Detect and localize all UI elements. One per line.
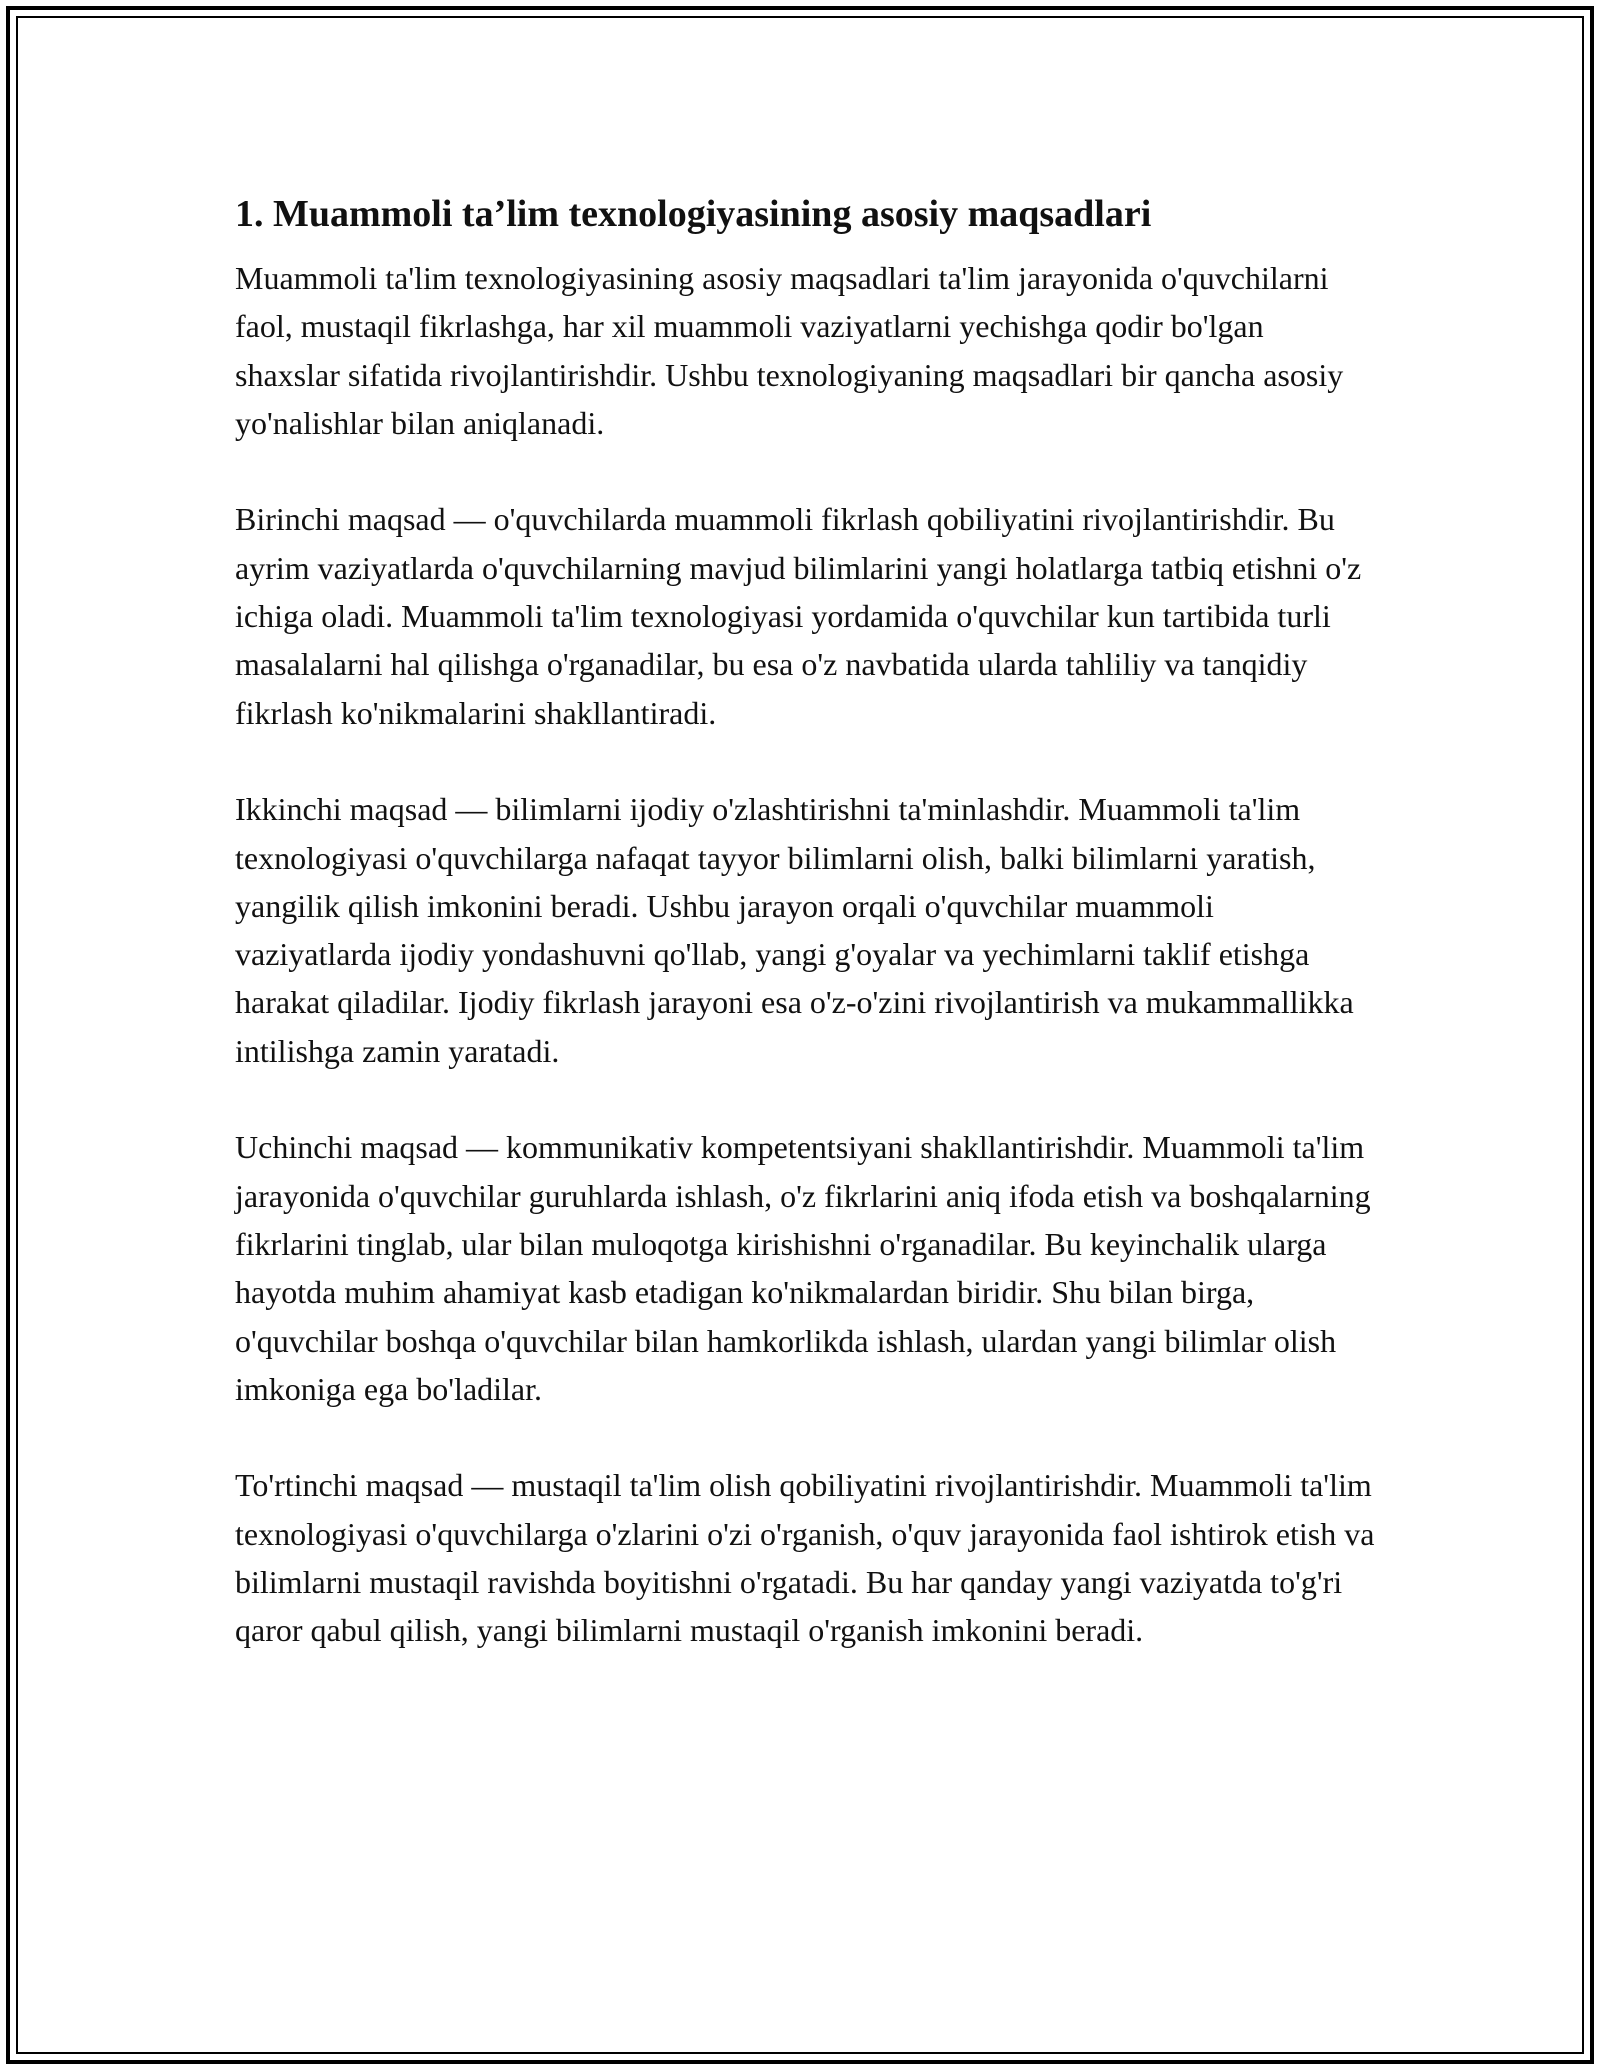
paragraph-second-goal: Ikkinchi maqsad — bilimlarni ijodiy o'zlashtirishni ta'minlashdir. Muammoli ta'lim texnologiyasi o'quvchilarga nafaqat tayyor bilimlarni olish, balki bilimlarni yaratish, yangilik qilish imkonini beradi. Ushbu jarayon orqali o'quvchilar muammoli vaziyatlarda ijodiy yondashuvni qo'llab, yangi g'oyalar va yechimlarni taklif etishga harakat qiladilar. Ijodiy fikrlash jarayoni esa o'z-o'zini rivojlantirish va mukammallikka intilishga zamin yaratadi.: [235, 791, 1354, 1069]
paragraph-intro: Muammoli ta'lim texnologiyasining asosiy maqsadlari ta'lim jarayonida o'quvchilarni faol, mustaqil fikrlashga, har xil muammoli vaziyatlarni yechishga qodir bo'lgan shaxslar sifatida rivojlantirishdir. Ushbu texnologiyaning maqsadlari bir qancha asosiy yo'nalishlar bilan aniqlanadi.: [235, 260, 1344, 441]
paragraph-first-goal: Birinchi maqsad — o'quvchilarda muammoli fikrlash qobiliyatini rivojlantirishdir. Bu ayrim vaziyatlarda o'quvchilarning mavjud bilimlarini yangi holatlarga tatbiq etishni o'z ichiga oladi. Muammoli ta'lim texnologiyasi yordamida o'quvchilar kun tartibida turli masalalarni hal qilishga o'rganadilar, bu esa o'z navbatida ularda tahliliy va tanqidiy fikrlash ko'nikmalarini shakllantiradi.: [235, 501, 1362, 731]
section-heading: 1. Muammoli ta’lim texnologiyasining asosiy maqsadlari: [235, 193, 1152, 235]
document-body: [235, 186, 1375, 1703]
paragraph-fourth-goal: To'rtinchi maqsad — mustaqil ta'lim olish qobiliyatini rivojlantirishdir. Muammoli ta'lim texnologiyasi o'quvchilarga o'zlarini o'zi o'rganish, o'quv jarayonida faol ishtirok etish va bilimlarni mustaqil ravishda boyitishni o'rgatadi. Bu har qanday yangi vaziyatda to'g'ri qaror qabul qilish, yangi bilimlarni mustaqil o'rganish imkonini beradi.: [235, 1467, 1375, 1649]
paragraph-third-goal: Uchinchi maqsad — kommunikativ kompetentsiyani shakllantirishdir. Muammoli ta'lim jarayonida o'quvchilar guruhlarda ishlash, o'z fikrlarini aniq ifoda etish va boshqalarning fikrlarini tinglab, ular bilan muloqotga kirishishni o'rganadilar. Bu keyinchalik ularga hayotda muhim ahamiyat kasb etadigan ko'nikmalardan biridir. Shu bilan birga, o'quvchilar boshqa o'quvchilar bilan hamkorlikda ishlash, ulardan yangi bilimlar olish imkoniga ega bo'ladilar.: [235, 1129, 1371, 1407]
